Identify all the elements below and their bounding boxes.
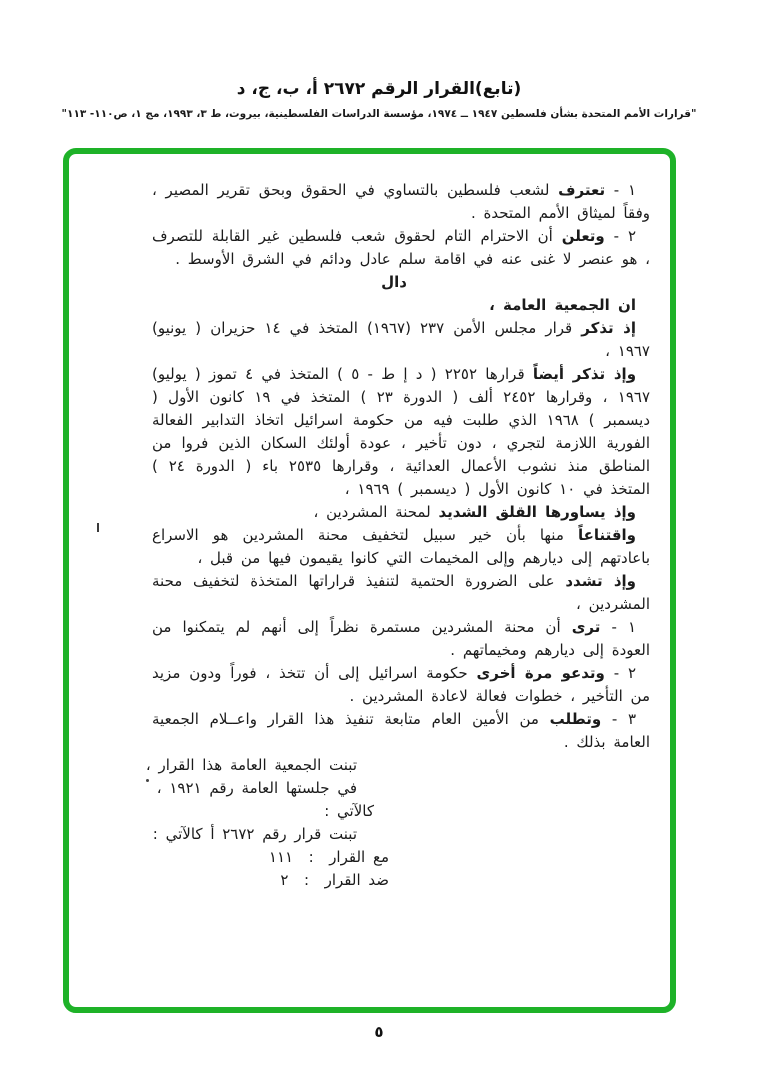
paragraph-operative-c2: ٢ - وتعلن أن الاحترام التام لحقوق شعب فلسطين غير القابلة للتصرف ، هو عنصر لا غنى عنه في اقامة سلم عادل ودائم في الشرق الأوسط . xyxy=(152,227,650,268)
header-citation: "قرارات الأمم المتحدة بشأن فلسطين ١٩٤٧ ــ ١٩٧٤، مؤسسة الدراسات الفلسطينية، بيروت، ط ٣، ١٩٩٣، مج ١، ص١١٠- ١١٣" xyxy=(61,108,697,120)
closing-line-resolution-adopted: تبنت قرار رقم ٢٦٧٢ أ كالآتي : xyxy=(152,825,357,843)
paragraph-convinced: واقتناعاً منها بأن خير سبيل لتخفيف محنة المشردين هو الاسراع باعادتهم إلى ديارهم وإلى المخيمات التي كانوا يقيمون فيها من قبل ، xyxy=(152,526,650,567)
page-number: ٥ xyxy=(374,1023,384,1041)
adoption-block xyxy=(145,754,650,892)
scan-artifact-tick xyxy=(97,523,99,532)
paragraph-operative-1: ١ - ترى أن محنة المشردين مستمرة نظراً إلى أنهم لم يتمكنوا من العودة إلى ديارهم ومخيماتهم . xyxy=(152,618,650,659)
header-resolution-title: (تابع)القرار الرقم ٢٦٧٢ أ، ب، ج، د xyxy=(236,79,522,99)
paragraph-operative-c1: ١ - تعترف لشعب فلسطين بالتساوي في الحقوق وبحق تقرير المصير ، وفقاً لميثاق الأمم المتحدة . xyxy=(152,181,650,222)
closing-line-adopted: تبنت الجمعية العامة هذا القرار ، xyxy=(145,756,357,774)
closing-line-session: في جلستها العامة رقم ١٩٢١ ، xyxy=(156,779,357,797)
paragraph-operative-2: ٢ - وتدعو مرة أخرى حكومة اسرائيل إلى أن تتخذ ، فوراً ودون مزيد من التأخير ، خطوات فعالة لاعادة المشردين . xyxy=(152,664,650,705)
resolution-text-block xyxy=(145,179,651,892)
closing-line-votes-against: ضد القرار : ٢ xyxy=(280,871,389,889)
closing-line-asfollows: كالآتي : xyxy=(324,802,374,820)
paragraph-recalling-also: وإذ تذكر أيضاً قرارها ٢٢٥٢ ( د إ ط - ٥ ) المتخذ في ٤ تموز ( يوليو) ١٩٦٧ ، وقرارها ٢٤٥٢ ألف ( الدورة ٢٣ ) المتخذ في ١٩ كانون الأول ( ديسمبر ) ١٩٦٨ الذي طلبت فيه من حكومة اسرائيل اتخاذ التدابير الفعالة الفورية اللازمة لتجري ، دون تأخير ، عودة أولئك السكان الذين فروا من المناطق منذ نشوب الأعمال العدائية ، وقرارها ٢٥٣٥ باء ( الدورة ٢٤ ) المتخذ في ١٠ كانون الأول ( ديسمبر ) ١٩٦٩ ، xyxy=(152,365,651,498)
paragraph-stressing: وإذ تشدد على الضرورة الحتمية لتنفيذ قراراتها المتخذة لتخفيف محنة المشردين ، xyxy=(152,572,650,613)
scan-artifact-dot xyxy=(146,779,149,782)
paragraph-concern: وإذ يساورها القلق الشديد لمحنة المشردين ، xyxy=(313,503,636,521)
paragraph-assembly: ان الجمعية العامة ، xyxy=(489,296,636,314)
closing-line-votes-for: مع القرار : ١١١ xyxy=(268,848,389,866)
paragraph-recalling: إذ تذكر قرار مجلس الأمن ٢٣٧ (١٩٦٧) المتخذ في ١٤ حزيران ( يونيو) ١٩٦٧ ، xyxy=(152,319,650,360)
paragraph-operative-3: ٣ - وتطلب من الأمين العام متابعة تنفيذ هذا القرار واعــلام الجمعية العامة بذلك . xyxy=(152,710,650,751)
section-heading-dal: دال xyxy=(381,273,407,291)
